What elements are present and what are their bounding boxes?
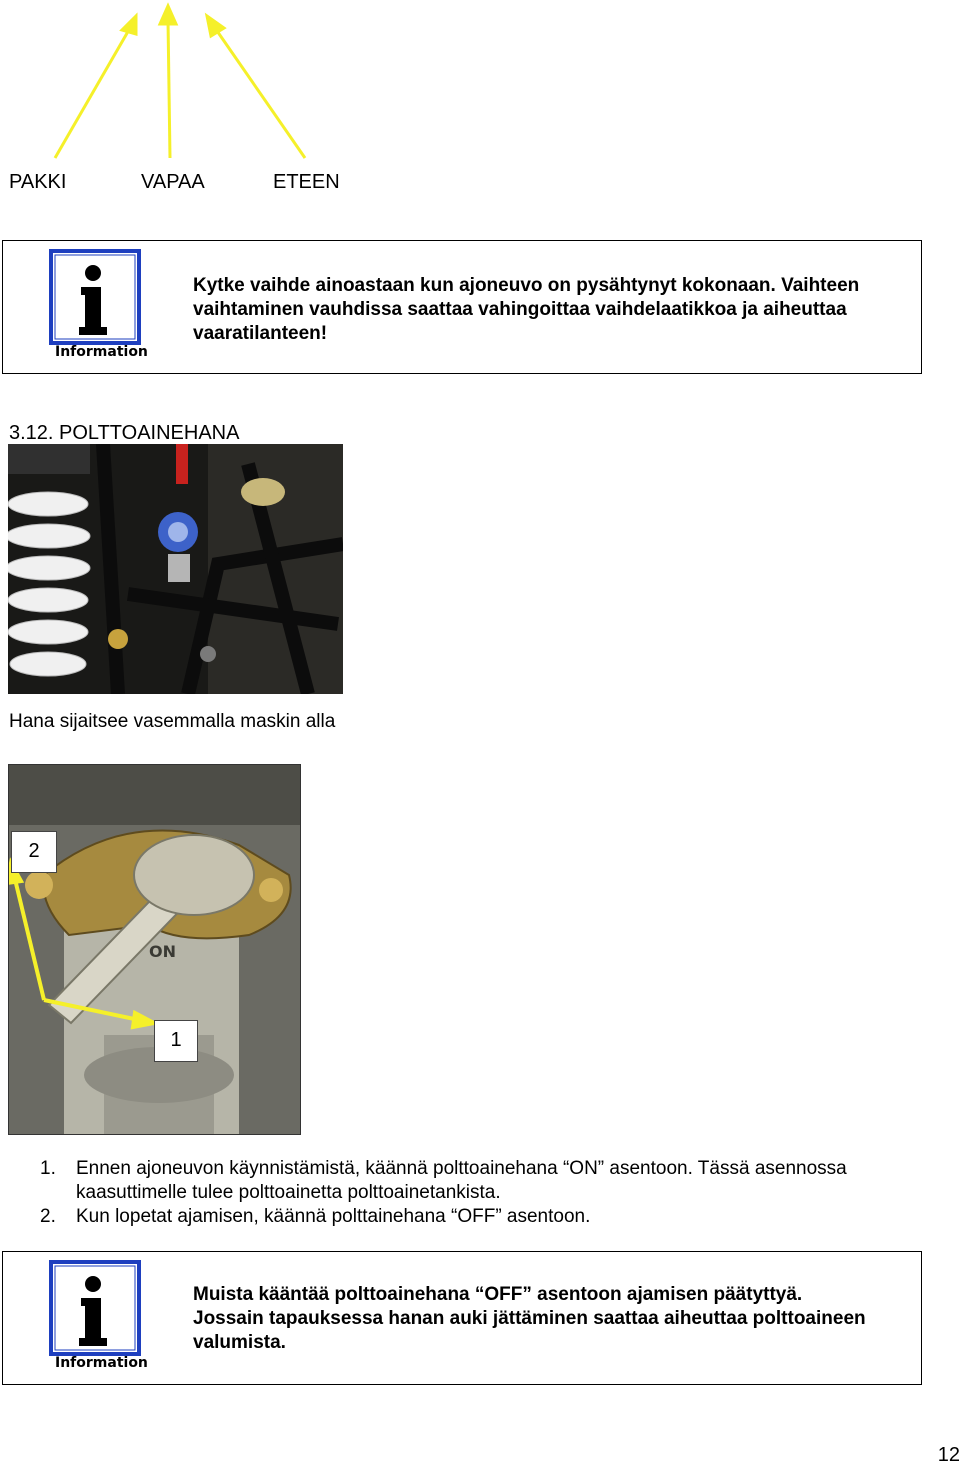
instruction-text-1: Ennen ajoneuvon käynnistämistä, käännä polttoainehana “ON” asentoon. Tässä asennossa kaasuttimelle tulee polttoainetta polttoainetankista. [76,1158,847,1203]
info-box-fuel-warning [2,1251,922,1385]
information-icon [49,1260,148,1372]
info-box-text: Kytke vaihde ainoastaan kun ajoneuvo on pysähtynyt kokonaan. Vaihteen vaihtaminen vauhdissa saattaa vahingoittaa vaihdelaatikkoa ja aiheuttaa vaaratilanteen! [193,275,860,344]
information-caption: Information [55,1355,148,1371]
fuel-tap-location-photo [8,444,343,694]
gear-label-reverse: PAKKI [9,171,67,193]
page-number: 12 [937,1444,960,1466]
photo-caption: Hana sijaitsee vasemmalla maskin alla [9,711,336,732]
gear-label-neutral: VAPAA [141,171,205,193]
position-label-2: 2 [11,831,57,873]
instruction-text-2: Kun lopetat ajamisen, käännä polttainehana “OFF” asentoon. [76,1206,591,1227]
instruction-number-1: 1. [40,1158,56,1179]
position-arrows [9,765,301,1135]
info-box-gear-warning [2,240,922,374]
gear-label-forward: ETEEN [273,171,340,193]
on-marking: ON [149,942,176,961]
information-icon [49,249,148,361]
gear-direction-arrows [0,0,360,170]
info-box-text: Muista kääntää polttoainehana “OFF” asentoon ajamisen päätyttyä. Jossain tapauksessa hanan auki jättäminen saattaa aiheuttaa polttoaineen valumista. [193,1284,866,1353]
information-caption: Information [55,344,148,360]
section-heading: 3.12. POLTTOAINEHANA [9,422,240,444]
instruction-number-2: 2. [40,1206,56,1227]
position-label-1: 1 [154,1020,198,1062]
fuel-valve-closeup-photo [8,764,301,1135]
